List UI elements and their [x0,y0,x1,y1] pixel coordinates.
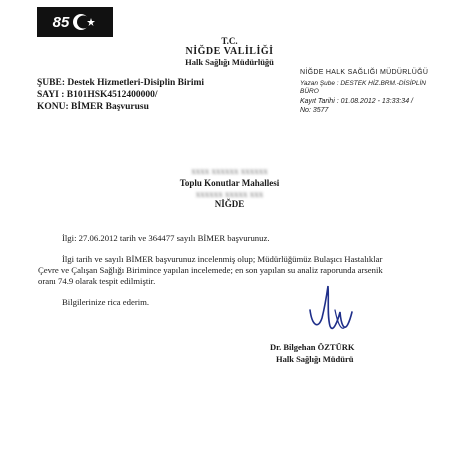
paragraph-line-1: İlgi tarih ve sayılı BİMER başvurunuz incelenmiş olup; Müdürlüğümüz Bulaşıcı Hastalıklar [62,254,383,264]
signatory-name: Dr. Bilgehan ÖZTÜRK [270,342,355,352]
ilgi-line: İlgi: 27.06.2012 tarih ve 364477 sayılı BİMER başvurunuz. [62,233,270,243]
signature-mark [300,280,360,340]
paragraph-line-3: oranı 74.9 olarak tespit edilmiştir. [38,276,156,286]
directorate-heading: Halk Sağlığı Müdürlüğü [185,57,274,67]
logo-number: 85 [52,13,70,31]
governorship-heading: NİĞDE VALİLİĞİ [185,46,274,57]
stamp-title: NİĞDE HALK SAĞLIĞI MÜDÜRLÜĞÜ [300,69,429,76]
stamp-number: No: 3577 [300,107,329,114]
stamp-date: Kayıt Tarihi : 01.08.2012 - 13:33:34 / [300,98,413,105]
address-redacted-1: xxxx xxxxxx xxxxxx [191,166,268,176]
address-city: NİĞDE [214,199,245,209]
signatory-title: Halk Sağlığı Müdürü [276,354,354,364]
address-line-2: Toplu Konutlar Mahallesi [179,178,280,188]
sube-line: ŞUBE: Destek Hizmetleri-Disiplin Birimi [37,78,205,88]
sayi-line: SAYI : B101HSK4512400000/ [37,90,158,100]
stamp-unit: Yazan Şube : DESTEK HİZ.BRM.-DİSİPLİN [300,80,426,87]
crescent-star-icon [71,11,97,33]
ministry-logo [37,7,113,37]
paragraph-line-2: Çevre ve Çalışan Sağlığı Birimince yapılan incelemede; en son yapılan su analiz raporunda arsenik [38,265,383,275]
address-redacted-2: xxxxxx xxxxx xxx [195,189,264,199]
stamp-unit-2: BÜRO [300,88,319,95]
closing-line: Bilgilerinize rica ederim. [62,297,150,307]
konu-line: KONU: BİMER Başvurusu [37,102,149,112]
country-heading: T.C. [221,36,238,46]
